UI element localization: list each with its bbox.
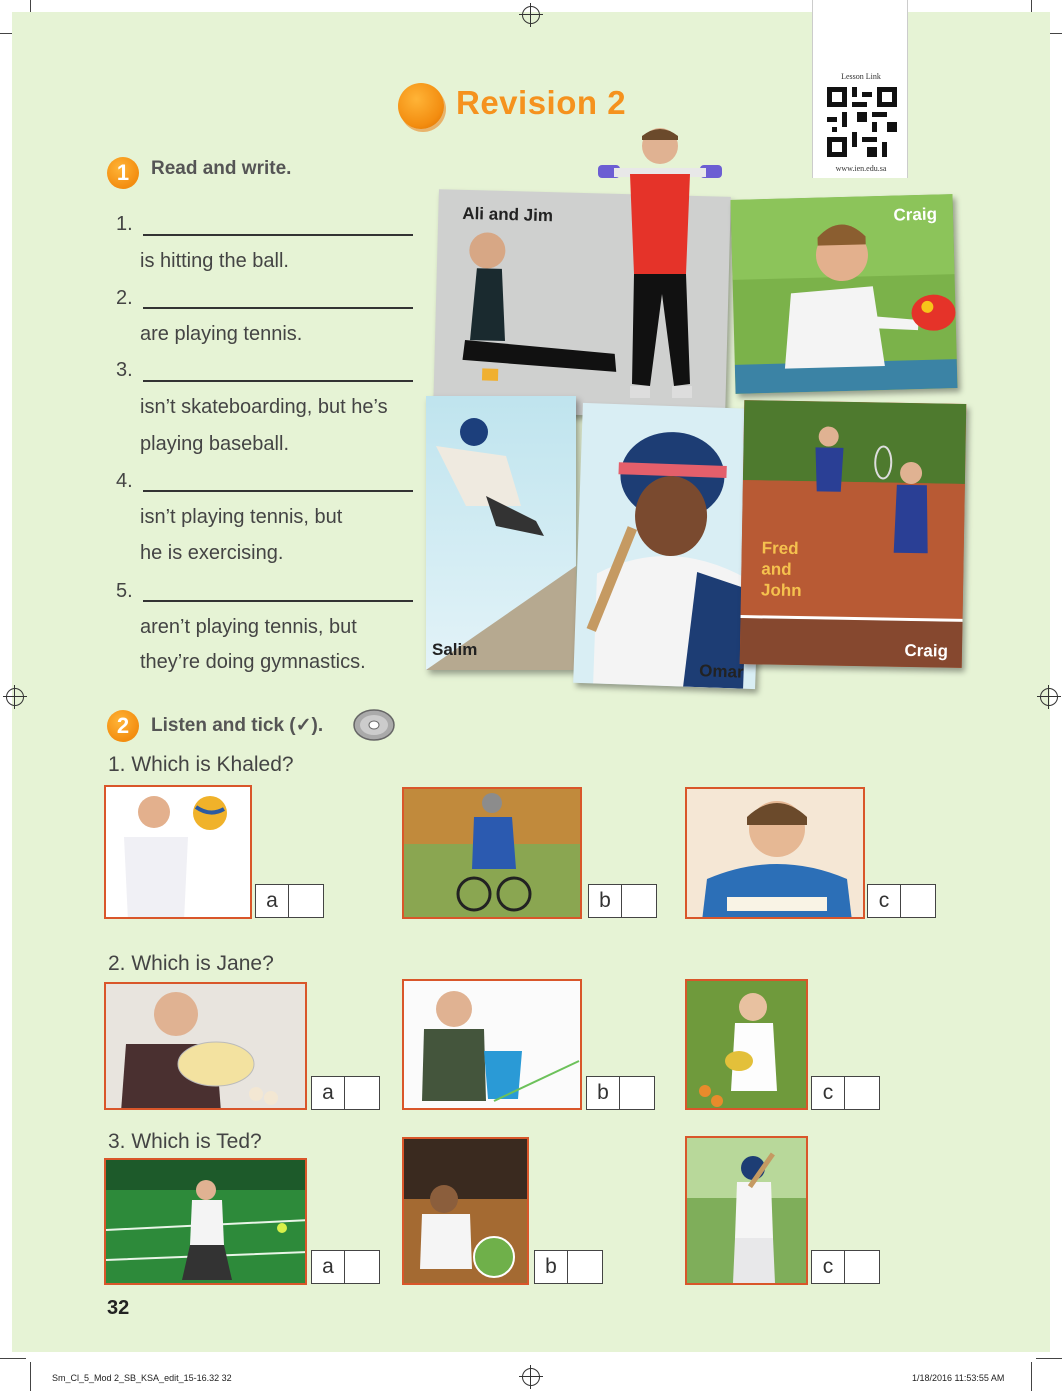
answer-blank[interactable]	[143, 380, 413, 382]
page-number: 32	[107, 1297, 130, 1319]
registration-mark-icon	[522, 1368, 540, 1386]
tick-box-a[interactable]	[311, 1076, 380, 1110]
photo-label: Omar	[698, 661, 744, 682]
tick-box-a[interactable]	[311, 1250, 380, 1284]
answer-blank[interactable]	[143, 490, 413, 492]
answer-blank[interactable]	[143, 307, 413, 309]
option-letter: a	[256, 885, 289, 917]
option-letter: a	[312, 1251, 345, 1283]
option-letter: c	[812, 1077, 845, 1109]
question-text: 2. Which is Jane?	[108, 952, 274, 975]
item-text: isn’t playing tennis, but	[140, 506, 343, 528]
photo-label: John	[760, 580, 802, 601]
boy-reading-illustration	[687, 789, 865, 919]
question-text: 3. Which is Ted?	[108, 1130, 262, 1153]
tick-box-b[interactable]	[534, 1250, 603, 1284]
registration-mark-icon	[6, 688, 24, 706]
boy-baseball-illustration	[687, 1138, 808, 1285]
tick-area[interactable]	[622, 885, 656, 917]
option-photo-tennis[interactable]	[104, 1158, 307, 1285]
photo-salim	[426, 396, 576, 670]
tick-area[interactable]	[901, 885, 935, 917]
tick-box-b[interactable]	[586, 1076, 655, 1110]
tick-box-c[interactable]	[867, 884, 936, 918]
answer-blank[interactable]	[143, 600, 413, 602]
girl-baking-illustration	[106, 984, 307, 1110]
boy-tennis-illustration	[106, 1160, 307, 1285]
skateboarding-illustration	[426, 396, 576, 670]
boy-basketball-illustration	[404, 1139, 529, 1285]
tick-area[interactable]	[345, 1077, 379, 1109]
registration-mark-icon	[1040, 688, 1058, 706]
tick-box-c[interactable]	[811, 1250, 880, 1284]
photo-fred-and-john	[740, 400, 967, 668]
qr-code-icon	[827, 87, 897, 157]
tick-box-c[interactable]	[811, 1076, 880, 1110]
option-letter: b	[587, 1077, 620, 1109]
option-letter: b	[535, 1251, 568, 1283]
crop-mark	[1031, 1362, 1032, 1391]
exercise-number-badge: 2	[107, 710, 139, 742]
option-letter: c	[868, 885, 901, 917]
photo-label: Ali and Jim	[462, 203, 554, 226]
option-photo-volleyball[interactable]	[104, 785, 252, 919]
option-letter: b	[589, 885, 622, 917]
girl-cleaning-illustration	[404, 981, 582, 1110]
item-number: 3.	[116, 359, 133, 381]
girl-watering-illustration	[687, 981, 808, 1110]
item-number: 4.	[116, 470, 133, 492]
option-letter: c	[812, 1251, 845, 1283]
option-photo-basketball[interactable]	[402, 1137, 529, 1285]
exercise-instruction: Listen and tick (✓).	[151, 715, 324, 736]
lesson-link-box[interactable]	[812, 0, 908, 178]
tick-area[interactable]	[289, 885, 323, 917]
tick-area[interactable]	[845, 1077, 879, 1109]
option-photo-baking[interactable]	[104, 982, 307, 1110]
item-text: isn’t skateboarding, but he’s	[140, 396, 388, 418]
item-text: are playing tennis.	[140, 323, 303, 345]
boy-with-dumbbells	[594, 124, 728, 409]
tick-area[interactable]	[845, 1251, 879, 1283]
registration-mark-icon	[522, 6, 540, 24]
tick-box-a[interactable]	[255, 884, 324, 918]
item-text: he is exercising.	[140, 542, 284, 564]
tick-area[interactable]	[620, 1077, 654, 1109]
item-text: is hitting the ball.	[140, 250, 289, 272]
title-bullet-icon	[398, 83, 444, 129]
answer-blank[interactable]	[143, 234, 413, 236]
option-photo-watering[interactable]	[685, 979, 808, 1110]
tick-box-b[interactable]	[588, 884, 657, 918]
footer-timestamp: 1/18/2016 11:53:55 AM	[912, 1373, 1005, 1383]
exercise-instruction: Read and write.	[151, 158, 292, 179]
lesson-link-url: www.ien.edu.sa	[835, 164, 887, 173]
item-text: they’re doing gymnastics.	[140, 651, 366, 673]
cd-audio-icon[interactable]	[352, 708, 396, 742]
footer-file-name: Sm_Cl_5_Mod 2_SB_KSA_edit_15-16.32 32	[52, 1373, 232, 1383]
option-photo-cleaning[interactable]	[402, 979, 582, 1110]
photo-label: Craig	[893, 204, 938, 225]
item-number: 5.	[116, 580, 133, 602]
lesson-link-label: Lesson Link	[841, 72, 881, 81]
photo-craig	[730, 194, 957, 394]
photo-label: Fred	[761, 538, 799, 559]
item-number: 2.	[116, 287, 133, 309]
page-title: Revision 2	[456, 84, 627, 121]
tick-area[interactable]	[345, 1251, 379, 1283]
baseball-illustration	[573, 403, 765, 689]
crop-mark	[1036, 1358, 1062, 1359]
option-photo-reading[interactable]	[685, 787, 865, 919]
crop-mark	[0, 1358, 26, 1359]
item-text: playing baseball.	[140, 433, 289, 455]
tick-area[interactable]	[568, 1251, 602, 1283]
boy-cycling-illustration	[404, 789, 582, 919]
question-text: 1. Which is Khaled?	[108, 753, 294, 776]
option-letter: a	[312, 1077, 345, 1109]
photo-omar	[573, 403, 765, 689]
photo-label: and	[761, 559, 792, 579]
tennis-court-illustration	[740, 400, 967, 668]
exercise-number-badge: 1	[107, 157, 139, 189]
option-photo-baseball[interactable]	[685, 1136, 808, 1285]
photo-label: Craig	[904, 640, 949, 661]
photo-label: Salim	[432, 640, 478, 659]
option-photo-cycling[interactable]	[402, 787, 582, 919]
item-text: aren’t playing tennis, but	[140, 616, 357, 638]
boy-volleyball-illustration	[106, 787, 252, 919]
crop-mark	[30, 1362, 31, 1391]
item-number: 1.	[116, 213, 133, 235]
